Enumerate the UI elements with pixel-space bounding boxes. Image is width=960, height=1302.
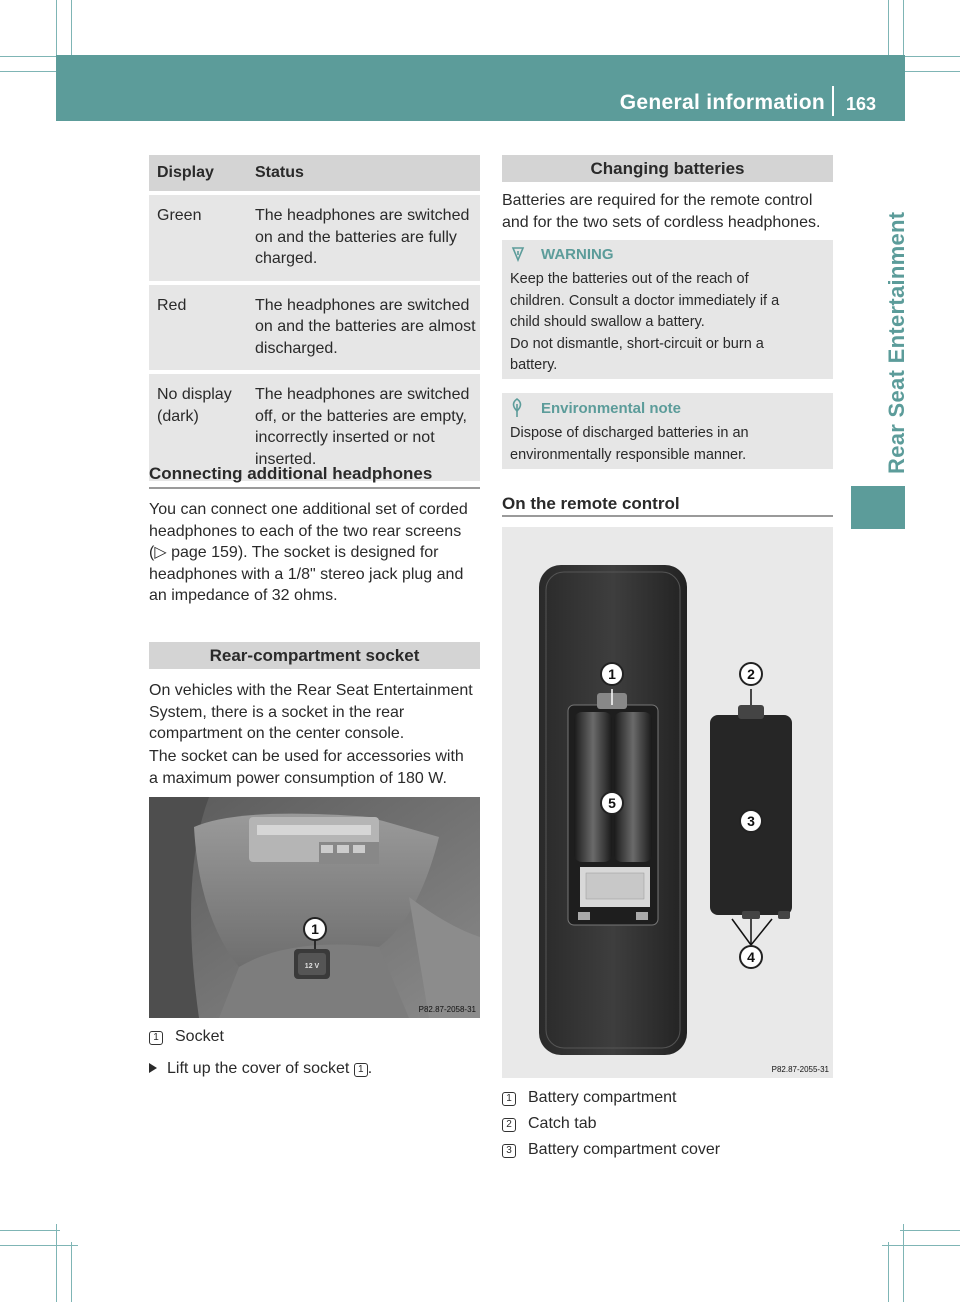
crop-mark bbox=[56, 1224, 57, 1302]
table-row bbox=[149, 281, 480, 371]
table-row bbox=[149, 191, 480, 281]
legend-text: Socket bbox=[175, 1028, 224, 1045]
warning-text bbox=[510, 269, 779, 377]
crop-mark bbox=[0, 1245, 78, 1246]
legend-number: 2 bbox=[502, 1118, 516, 1132]
text-line: Keep the batteries out of the reach of bbox=[510, 271, 749, 287]
text-line: headphones to each of the two rear screens bbox=[149, 522, 462, 540]
environment-note-text bbox=[510, 423, 749, 466]
page-header-title: General information bbox=[619, 91, 825, 114]
rear-socket-paragraph-2 bbox=[149, 746, 464, 789]
text-line: On vehicles with the Rear Seat Entertainment bbox=[149, 682, 473, 699]
leaf-icon bbox=[508, 398, 526, 418]
text-line: battery. bbox=[510, 357, 558, 373]
photo-code: P82.87-2055-31 bbox=[771, 1065, 829, 1074]
crop-mark bbox=[888, 0, 889, 60]
callout-1: 1 bbox=[600, 662, 624, 686]
legend-text: Battery compartment bbox=[528, 1089, 677, 1106]
callout-2: 2 bbox=[739, 662, 763, 686]
crop-mark bbox=[71, 0, 72, 60]
legend-number: 3 bbox=[502, 1144, 516, 1158]
table-header-status: Status bbox=[255, 164, 304, 182]
legend-item bbox=[502, 1139, 720, 1161]
crop-mark bbox=[71, 1242, 72, 1302]
step-arrow-icon bbox=[149, 1063, 157, 1073]
table-cell-status: The headphones are switched on and the batteries are almost discharged. bbox=[255, 296, 476, 357]
photo-code: P82.87-2058-31 bbox=[418, 1005, 476, 1014]
table-cell-display: Red bbox=[157, 296, 187, 314]
socket-photo bbox=[149, 797, 480, 1018]
legend-item bbox=[502, 1087, 677, 1109]
warning-title: WARNING bbox=[541, 246, 614, 263]
connecting-paragraph bbox=[149, 499, 468, 607]
remote-control-illustration bbox=[502, 527, 833, 1078]
text-line: Dispose of discharged batteries in an bbox=[510, 425, 749, 441]
legend-item bbox=[149, 1026, 224, 1048]
crop-mark bbox=[888, 1242, 889, 1302]
legend-text: Catch tab bbox=[528, 1115, 597, 1132]
legend-number: 1 bbox=[502, 1092, 516, 1106]
table-cell-status: The headphones are switched on and the batteries are fully charged. bbox=[255, 207, 470, 267]
text-line: You can connect one additional set of corded bbox=[149, 501, 468, 518]
text-line: System, there is a socket in the rear bbox=[149, 703, 405, 721]
callout-5: 5 bbox=[600, 791, 624, 815]
crop-mark bbox=[0, 71, 60, 72]
crop-mark bbox=[900, 1230, 960, 1231]
text-line: children. Consult a doctor immediately if a bbox=[510, 292, 780, 309]
legend-number: 1 bbox=[354, 1063, 368, 1077]
text-line: Batteries are required for the remote control bbox=[502, 192, 813, 209]
crop-mark bbox=[882, 1245, 960, 1246]
section-heading-rule bbox=[502, 515, 833, 517]
table-cell-status: The headphones are switched off, or the batteries are empty, incorrectly inserted or not inserted. bbox=[255, 386, 470, 468]
changing-intro bbox=[502, 190, 820, 233]
text-line: child should swallow a battery. bbox=[510, 314, 705, 330]
environment-note-title: Environmental note bbox=[541, 400, 682, 417]
section-heading-connecting: Connecting additional headphones bbox=[149, 464, 433, 483]
legend-item bbox=[502, 1113, 596, 1135]
socket-label: 12 V bbox=[304, 963, 320, 970]
callout-3: 3 bbox=[739, 809, 763, 833]
text-line: an impedance of 32 ohms. bbox=[149, 587, 338, 604]
table-header-display: Display bbox=[157, 164, 214, 182]
rear-socket-paragraph-1 bbox=[149, 680, 473, 745]
crop-mark bbox=[0, 1230, 60, 1231]
instruction-text: Lift up the cover of socket bbox=[167, 1060, 350, 1077]
warning-icon bbox=[510, 246, 526, 262]
chapter-tab-label: Rear Seat Entertainment bbox=[884, 211, 909, 474]
page-number: 163 bbox=[846, 94, 877, 114]
text-line: The socket can be used for accessories with bbox=[149, 748, 464, 765]
table-cell-display: Green bbox=[157, 207, 202, 224]
section-heading-changing-batteries: Changing batteries bbox=[502, 155, 833, 182]
chapter-tab-marker bbox=[851, 486, 905, 529]
instruction-step bbox=[149, 1058, 372, 1080]
section-heading-rule bbox=[149, 487, 480, 489]
table-cell-display: No display (dark) bbox=[157, 386, 232, 425]
headphone-status-table bbox=[149, 155, 480, 481]
instruction-end: . bbox=[367, 1060, 373, 1077]
text-line: headphones with a 1/8" stereo jack plug and bbox=[149, 565, 464, 583]
header-divider bbox=[832, 86, 834, 116]
section-heading-remote: On the remote control bbox=[502, 494, 680, 513]
text-line: compartment on the center console. bbox=[149, 725, 405, 742]
crop-mark bbox=[900, 71, 960, 72]
legend-text: Battery compartment cover bbox=[528, 1141, 721, 1158]
text-line: and for the two sets of cordless headphones. bbox=[502, 213, 821, 231]
text-line: environmentally responsible manner. bbox=[510, 446, 747, 463]
legend-number: 1 bbox=[149, 1031, 163, 1045]
callout-4: 4 bbox=[739, 945, 763, 969]
text-line: (▷ page 159). The socket is designed for bbox=[149, 544, 439, 561]
crop-mark bbox=[903, 1224, 904, 1302]
callout-1: 1 bbox=[303, 917, 327, 941]
text-line: Do not dismantle, short-circuit or burn a bbox=[510, 335, 764, 352]
section-heading-rear-socket: Rear-compartment socket bbox=[149, 642, 480, 669]
remote-control-photo bbox=[502, 527, 833, 1078]
table-header-row bbox=[149, 155, 480, 191]
socket-photo-illustration bbox=[149, 797, 480, 1018]
text-line: a maximum power consumption of 180 W. bbox=[149, 769, 447, 787]
